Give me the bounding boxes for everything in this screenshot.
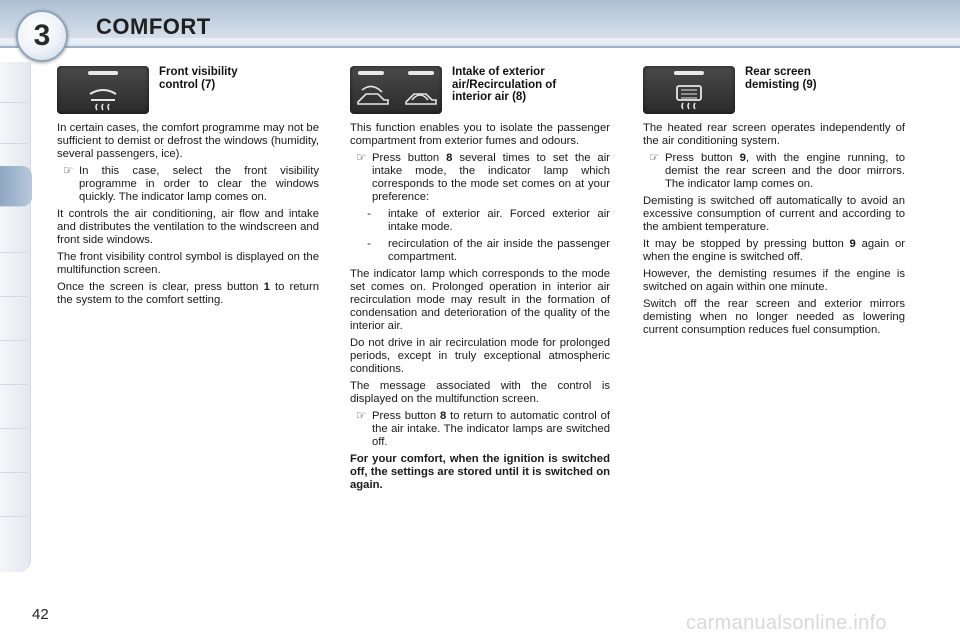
bullet-item [350,410,610,449]
section-title-line1: Rear screen [745,66,811,78]
side-tab-5[interactable] [0,256,28,297]
sub-paragraph: The indicator lamp which corresponds to the mode set comes on. Prolonged operation in interior air recirculation mode may result in the formation of condensation and deterioration of the quality of the interior air. [350,268,610,332]
paragraph: The heated rear screen operates independently of the air conditioning system. [643,122,905,147]
section-title-line1: Intake of exterior [452,66,545,78]
side-tab-7[interactable] [0,344,28,385]
bullet-text: Press button 9, with the engine running, to demist the rear screen and the door mirrors. The indicator lamp comes on. [665,152,905,190]
dash-item: - recirculation of the air inside the passenger compartment. [367,238,610,263]
side-tab-3-active[interactable] [0,166,32,207]
sub-paragraph: The message associated with the control is displayed on the multifunction screen. [350,380,610,405]
paragraph: Demisting is switched off automatically to avoid an excessive consumption of current and according to the ambient temperature. [643,195,905,233]
section-title-line2: demisting (9) [745,78,817,91]
paragraph: The front visibility control symbol is displayed on the multifunction screen. [57,251,319,276]
bullet-text: Press button 8 to return to automatic control of the air intake. The indicator lamps are switched off. [372,410,610,448]
pointing-hand-icon: ☞ [356,410,367,422]
side-tab-6[interactable] [0,300,28,341]
paragraph: In certain cases, the comfort programme may not be sufficient to demist or defrost the windows (humidity, several passengers, ice). [57,122,319,160]
section-rear-demisting [643,66,905,341]
section-air-intake [350,66,610,496]
bullet-item [643,152,905,191]
paragraph: It controls the air conditioning, air flow and intake and distributes the ventilation to the windscreen and front side windows. [57,208,319,246]
air-recirculation-icon [350,66,442,114]
bullet-item [57,165,319,204]
sub-paragraph: Do not drive in air recirculation mode for prolonged periods, except in truly exceptional atmospheric conditions. [350,337,610,375]
pointing-hand-icon: ☞ [63,165,74,177]
dash-item: - intake of exterior air. Forced exterior air intake mode. [367,208,610,233]
pointing-hand-icon: ☞ [356,152,367,164]
rear-demist-icon [643,66,735,114]
paragraph: However, the demisting resumes if the engine is switched on again within one minute. [643,268,905,293]
chapter-number-badge: 3 [16,10,68,62]
page-number: 42 [32,606,49,623]
section-title-line1: Front visibility [159,66,238,78]
dash-text: recirculation of the air inside the passenger compartment. [388,238,610,263]
side-tab-8[interactable] [0,388,28,429]
chapter-side-tabs [0,62,31,572]
bullet-text: Press button 8 several times to set the air intake mode, the indicator lamp which corresponds to the mode set comes on at your preference: [372,152,610,203]
dash-text: intake of exterior air. Forced exterior air intake mode. [388,208,610,233]
side-tab-1[interactable] [0,62,28,103]
pointing-hand-icon: ☞ [649,152,660,164]
paragraph: It may be stopped by pressing button 9 again or when the engine is switched off. [643,238,905,263]
comfort-note: For your comfort, when the ignition is switched off, the settings are stored until it is switched on again. [350,453,610,491]
paragraph: This function enables you to isolate the passenger compartment from exterior fumes and odours. [350,122,610,147]
bullet-text: In this case, select the front visibility programme in order to clear the windows quickly. The indicator lamp comes on. [79,165,319,203]
section-title-line3: interior air (8) [452,91,527,103]
bullet-item [350,152,610,204]
section-title-line2: air/Recirculation of [452,78,557,91]
front-demist-icon [57,66,149,114]
paragraph: Once the screen is clear, press button 1 to return the system to the comfort setting. [57,281,320,306]
side-tab-4[interactable] [0,212,28,253]
side-tab-10[interactable] [0,476,28,517]
section-title-line2: control (7) [159,78,216,91]
side-tab-2[interactable] [0,103,28,144]
paragraph: Switch off the rear screen and exterior mirrors demisting when no longer needed as lowering current consumption reduces fuel consumption. [643,298,905,336]
watermark: carmanualsonline.info [686,612,887,634]
chapter-title: COMFORT [96,14,211,39]
side-tab-9[interactable] [0,432,28,473]
section-front-visibility [57,66,319,311]
